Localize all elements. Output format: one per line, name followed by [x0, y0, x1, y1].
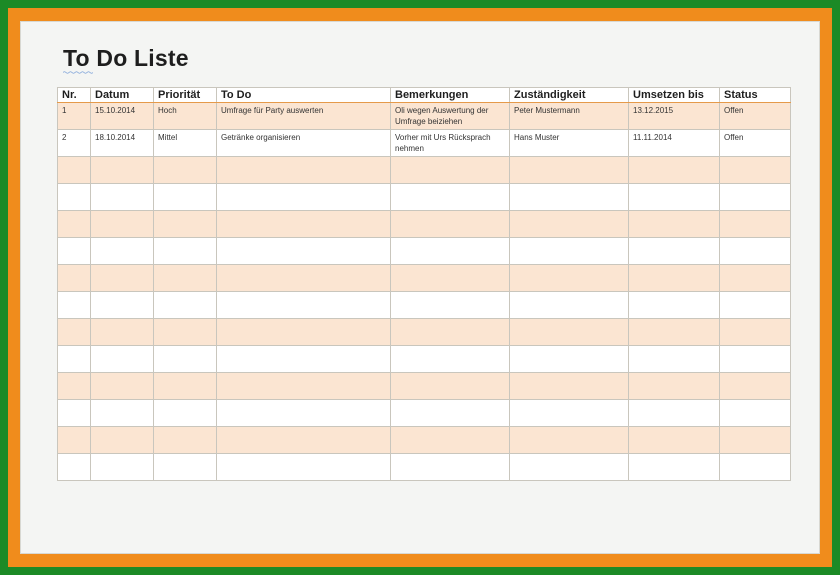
cell-prioritaet[interactable] — [154, 265, 217, 292]
table-header-row — [58, 88, 791, 103]
cell-todo[interactable] — [217, 157, 391, 184]
cell-datum[interactable] — [91, 238, 154, 265]
cell-status[interactable] — [720, 292, 791, 319]
cell-nr[interactable] — [58, 292, 91, 319]
spellcheck-squiggle — [63, 71, 93, 74]
cell-prioritaet[interactable]: Hoch — [154, 103, 217, 130]
cell-nr[interactable] — [58, 211, 91, 238]
cell-status[interactable] — [720, 238, 791, 265]
table-row — [58, 130, 791, 157]
cell-datum[interactable] — [91, 346, 154, 373]
cell-umsetzen-bis[interactable] — [629, 238, 720, 265]
table-row — [58, 184, 791, 211]
cell-status[interactable] — [720, 346, 791, 373]
cell-datum[interactable] — [91, 265, 154, 292]
table-row — [58, 211, 791, 238]
cell-status[interactable] — [720, 400, 791, 427]
cell-nr[interactable] — [58, 454, 91, 481]
table-row — [58, 238, 791, 265]
cell-nr[interactable] — [58, 265, 91, 292]
cell-zustaendigkeit[interactable] — [510, 319, 629, 346]
cell-datum[interactable] — [91, 373, 154, 400]
column-header-datum: Datum — [91, 88, 154, 103]
cell-zustaendigkeit[interactable] — [510, 454, 629, 481]
cell-bemerkungen[interactable] — [391, 184, 510, 211]
cell-status[interactable]: Offen — [720, 130, 791, 157]
cell-todo[interactable] — [217, 238, 391, 265]
cell-datum[interactable]: 15.10.2014 — [91, 103, 154, 130]
cell-todo[interactable] — [217, 427, 391, 454]
cell-status[interactable] — [720, 211, 791, 238]
cell-todo[interactable] — [217, 454, 391, 481]
cell-datum[interactable] — [91, 157, 154, 184]
cell-status[interactable] — [720, 427, 791, 454]
cell-todo[interactable] — [217, 373, 391, 400]
cell-status[interactable] — [720, 319, 791, 346]
cell-prioritaet[interactable] — [154, 184, 217, 211]
cell-nr[interactable] — [58, 319, 91, 346]
cell-umsetzen-bis[interactable] — [629, 292, 720, 319]
cell-umsetzen-bis[interactable] — [629, 211, 720, 238]
cell-nr[interactable] — [58, 184, 91, 211]
cell-zustaendigkeit[interactable] — [510, 211, 629, 238]
cell-umsetzen-bis[interactable] — [629, 265, 720, 292]
cell-todo[interactable] — [217, 319, 391, 346]
cell-datum[interactable] — [91, 184, 154, 211]
cell-todo[interactable] — [217, 184, 391, 211]
cell-umsetzen-bis[interactable] — [629, 157, 720, 184]
cell-umsetzen-bis[interactable] — [629, 346, 720, 373]
cell-nr[interactable] — [58, 238, 91, 265]
cell-zustaendigkeit[interactable] — [510, 157, 629, 184]
cell-bemerkungen[interactable] — [391, 211, 510, 238]
cell-zustaendigkeit[interactable] — [510, 265, 629, 292]
cell-status[interactable] — [720, 373, 791, 400]
column-header-status: Status — [720, 88, 791, 103]
cell-umsetzen-bis[interactable] — [629, 454, 720, 481]
cell-datum[interactable] — [91, 211, 154, 238]
cell-bemerkungen[interactable] — [391, 373, 510, 400]
cell-zustaendigkeit[interactable] — [510, 400, 629, 427]
cell-bemerkungen[interactable] — [391, 346, 510, 373]
cell-bemerkungen[interactable]: Oli wegen Auswertung der Umfrage beiziehen — [391, 103, 510, 130]
table-row — [58, 157, 791, 184]
cell-prioritaet[interactable] — [154, 346, 217, 373]
todo-table — [57, 87, 791, 481]
table-row — [58, 319, 791, 346]
cell-datum[interactable]: 18.10.2014 — [91, 130, 154, 157]
cell-umsetzen-bis[interactable]: 13.12.2015 — [629, 103, 720, 130]
cell-prioritaet[interactable] — [154, 292, 217, 319]
cell-bemerkungen[interactable] — [391, 319, 510, 346]
column-header-zustaendigkeit: Zuständigkeit — [510, 88, 629, 103]
cell-prioritaet[interactable] — [154, 454, 217, 481]
cell-zustaendigkeit[interactable] — [510, 346, 629, 373]
cell-zustaendigkeit[interactable] — [510, 184, 629, 211]
cell-datum[interactable] — [91, 400, 154, 427]
column-header-bemerkungen: Bemerkungen — [391, 88, 510, 103]
cell-prioritaet[interactable] — [154, 157, 217, 184]
cell-datum[interactable] — [91, 427, 154, 454]
cell-umsetzen-bis[interactable] — [629, 373, 720, 400]
cell-datum[interactable] — [91, 292, 154, 319]
cell-bemerkungen[interactable] — [391, 454, 510, 481]
table-row — [58, 427, 791, 454]
cell-todo[interactable] — [217, 265, 391, 292]
table-row — [58, 400, 791, 427]
cell-prioritaet[interactable] — [154, 373, 217, 400]
cell-status[interactable] — [720, 157, 791, 184]
table-row — [58, 346, 791, 373]
cell-zustaendigkeit[interactable]: Hans Muster — [510, 130, 629, 157]
cell-nr[interactable] — [58, 400, 91, 427]
cell-bemerkungen[interactable]: Vorher mit Urs Rücksprach nehmen — [391, 130, 510, 157]
cell-datum[interactable] — [91, 319, 154, 346]
column-header-nr: Nr. — [58, 88, 91, 103]
cell-todo[interactable] — [217, 292, 391, 319]
cell-zustaendigkeit[interactable] — [510, 373, 629, 400]
cell-nr[interactable]: 2 — [58, 130, 91, 157]
cell-status[interactable] — [720, 265, 791, 292]
cell-umsetzen-bis[interactable]: 11.11.2014 — [629, 130, 720, 157]
cell-status[interactable]: Offen — [720, 103, 791, 130]
cell-prioritaet[interactable]: Mittel — [154, 130, 217, 157]
cell-todo[interactable] — [217, 400, 391, 427]
cell-prioritaet[interactable] — [154, 211, 217, 238]
table-row — [58, 454, 791, 481]
column-header-umsetzen-bis: Umsetzen bis — [629, 88, 720, 103]
cell-prioritaet[interactable] — [154, 427, 217, 454]
cell-prioritaet[interactable] — [154, 400, 217, 427]
cell-zustaendigkeit[interactable] — [510, 292, 629, 319]
table-row — [58, 373, 791, 400]
cell-umsetzen-bis[interactable] — [629, 319, 720, 346]
cell-nr[interactable]: 1 — [58, 103, 91, 130]
cell-status[interactable] — [720, 454, 791, 481]
cell-zustaendigkeit[interactable] — [510, 238, 629, 265]
column-header-prioritaet: Priorität — [154, 88, 217, 103]
document-page — [20, 21, 820, 554]
cell-umsetzen-bis[interactable] — [629, 184, 720, 211]
table-row — [58, 103, 791, 130]
cell-umsetzen-bis[interactable] — [629, 427, 720, 454]
cell-bemerkungen[interactable] — [391, 427, 510, 454]
cell-todo[interactable]: Getränke organisieren — [217, 130, 391, 157]
cell-prioritaet[interactable] — [154, 238, 217, 265]
cell-prioritaet[interactable] — [154, 319, 217, 346]
cell-zustaendigkeit[interactable]: Peter Mustermann — [510, 103, 629, 130]
cell-bemerkungen[interactable] — [391, 157, 510, 184]
cell-umsetzen-bis[interactable] — [629, 400, 720, 427]
cell-nr[interactable] — [58, 427, 91, 454]
cell-bemerkungen[interactable] — [391, 400, 510, 427]
cell-bemerkungen[interactable] — [391, 292, 510, 319]
document-title: To Do Liste — [63, 45, 189, 71]
cell-bemerkungen[interactable] — [391, 238, 510, 265]
cell-todo[interactable]: Umfrage für Party auswerten — [217, 103, 391, 130]
table-body — [58, 103, 791, 481]
cell-nr[interactable] — [58, 346, 91, 373]
table-row — [58, 265, 791, 292]
column-header-todo: To Do — [217, 88, 391, 103]
cell-datum[interactable] — [91, 454, 154, 481]
cell-nr[interactable] — [58, 157, 91, 184]
cell-todo[interactable] — [217, 346, 391, 373]
cell-todo[interactable] — [217, 211, 391, 238]
table-row — [58, 292, 791, 319]
cell-bemerkungen[interactable] — [391, 265, 510, 292]
cell-status[interactable] — [720, 184, 791, 211]
cell-zustaendigkeit[interactable] — [510, 427, 629, 454]
cell-nr[interactable] — [58, 373, 91, 400]
